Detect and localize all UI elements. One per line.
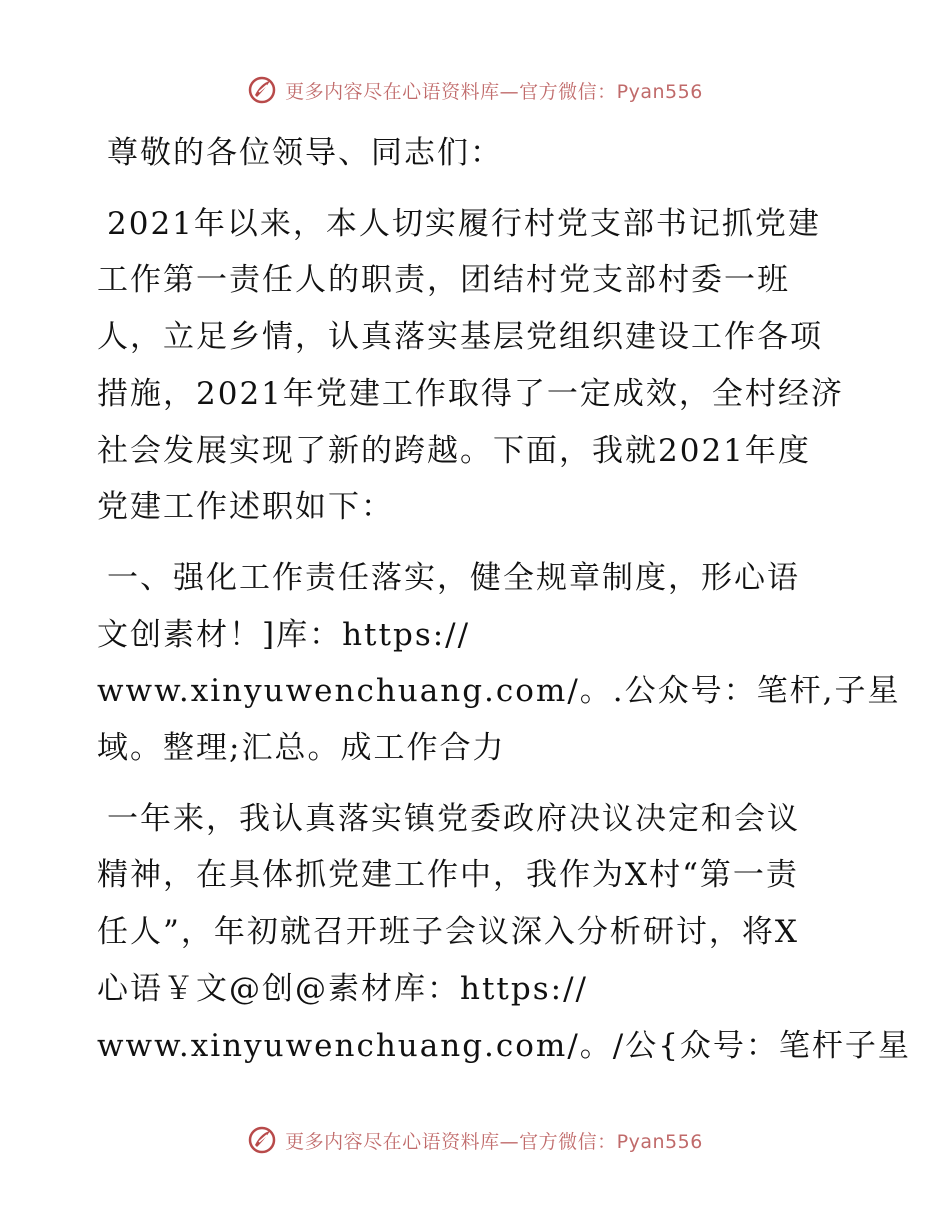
section-1-heading-line: 域。整理;汇总。成工作合力 xyxy=(97,730,506,767)
paragraph-1 xyxy=(97,196,867,536)
paragraph-1-line: 党建工作述职如下： xyxy=(97,489,394,526)
document-body xyxy=(97,125,911,1088)
paragraph-2-line: 心语￥文@创@素材库：https:// xyxy=(97,970,588,1007)
section-1-heading-line: www.xinyuwenchuang.com/。.公众号：笔杆,子星 xyxy=(97,673,901,710)
paragraph-2 xyxy=(97,791,911,1075)
header-banner xyxy=(0,70,950,110)
paragraph-2-line: 一年来，我认真落实镇党委政府决议决定和会议 xyxy=(107,800,800,837)
section-1-heading-line: 一、强化工作责任落实，健全规章制度，形心语 xyxy=(107,559,800,596)
footer-banner xyxy=(0,1120,950,1160)
paragraph-2-line: 精神，在具体抓党建工作中，我作为X村“第一责 xyxy=(97,857,799,894)
footer-banner-text: 更多内容尽在心语资料库—官方微信：Pyan556 xyxy=(285,1130,703,1153)
paragraph-2-line: www.xinyuwenchuang.com/。/公{众号：笔杆子星 xyxy=(97,1027,911,1064)
section-1-heading-line: 文创素材！]库：https:// xyxy=(97,616,471,653)
paragraph-1-line: 工作第一责任人的职责，团结村党支部村委一班 xyxy=(97,262,790,299)
greeting-line: 尊敬的各位领导、同志们： xyxy=(107,135,503,171)
section-1-heading xyxy=(97,550,901,777)
paragraph-2-line: 任人”，年初就召开班子会议深入分析研讨，将X xyxy=(97,914,799,951)
paragraph-1-line: 2021年以来，本人切实履行村党支部书记抓党建 xyxy=(107,205,821,242)
logo-icon xyxy=(247,1125,277,1155)
logo-icon xyxy=(247,75,277,105)
paragraph-1-line: 措施，2021年党建工作取得了一定成效，全村经济 xyxy=(97,375,844,412)
greeting xyxy=(97,125,867,182)
paragraph-1-line: 社会发展实现了新的跨越。下面，我就2021年度 xyxy=(97,432,811,469)
header-banner-text: 更多内容尽在心语资料库—官方微信：Pyan556 xyxy=(285,80,703,103)
paragraph-1-line: 人，立足乡情，认真落实基层党组织建设工作各项 xyxy=(97,319,823,356)
